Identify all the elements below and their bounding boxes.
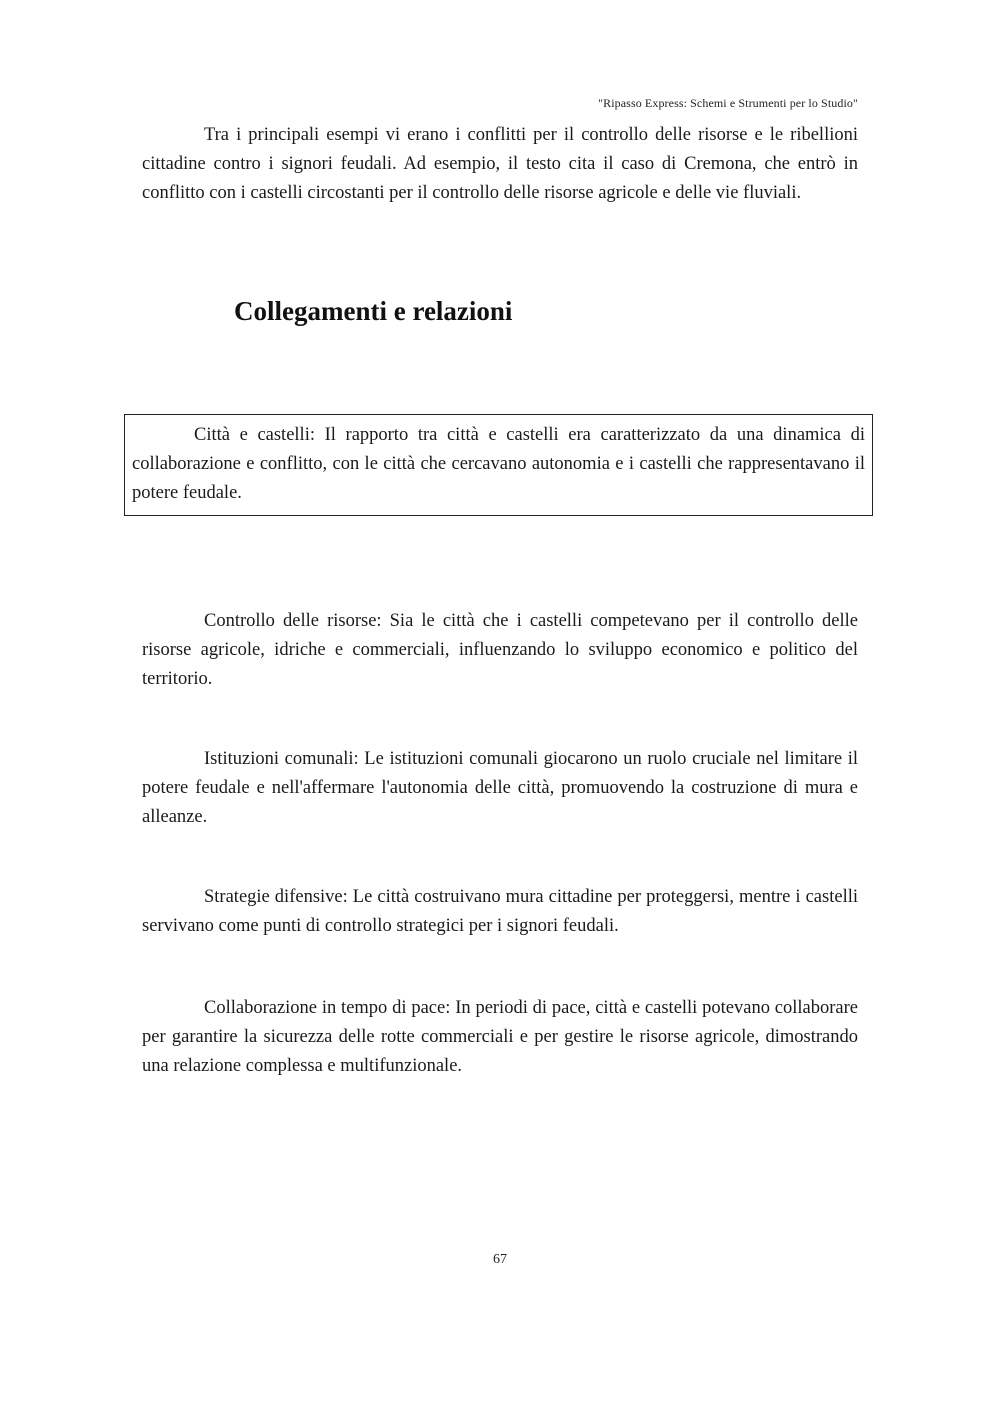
intro-paragraph: Tra i principali esempi vi erano i conflitti per il controllo delle risorse e le ribellioni cittadine contro i signori feudali. Ad esempio, il testo cita il caso di Cremona, che entrò in conflitto con i castelli circostanti per il controllo delle risorse agricole e delle vie fluviali. — [142, 125, 858, 203]
running-header: "Ripasso Express: Schemi e Strumenti per lo Studio" — [598, 96, 858, 110]
section-title: Collegamenti e relazioni — [234, 296, 513, 326]
paragraph-controllo-risorse: Controllo delle risorse: Sia le città che i castelli competevano per il controllo delle risorse agricole, idriche e commerciali, influenzando lo sviluppo economico e politico del territorio. — [142, 611, 858, 689]
highlight-box — [124, 414, 873, 516]
paragraph-istituzioni-comunali: Istituzioni comunali: Le istituzioni comunali giocarono un ruolo cruciale nel limitare il potere feudale e nell'affermare l'autonomia delle città, promuovendo la costruzione di mura e alleanze. — [142, 749, 858, 827]
paragraph-collaborazione-pace: Collaborazione in tempo di pace: In periodi di pace, città e castelli potevano collaborare per garantire la sicurezza delle rotte commerciali e per gestire le risorse agricole, dimostrando una relazione complessa e multifunzionale. — [142, 998, 858, 1076]
paragraph-strategie-difensive: Strategie difensive: Le città costruivano mura cittadine per proteggersi, mentre i castelli servivano come punti di controllo strategici per i signori feudali. — [142, 887, 858, 936]
page-number: 67 — [493, 1252, 507, 1267]
highlight-paragraph: Città e castelli: Il rapporto tra città e castelli era caratterizzato da una dinamica di collaborazione e conflitto, con le città che cercavano autonomia e i castelli che rappresentavano il potere feudale. — [132, 425, 865, 503]
